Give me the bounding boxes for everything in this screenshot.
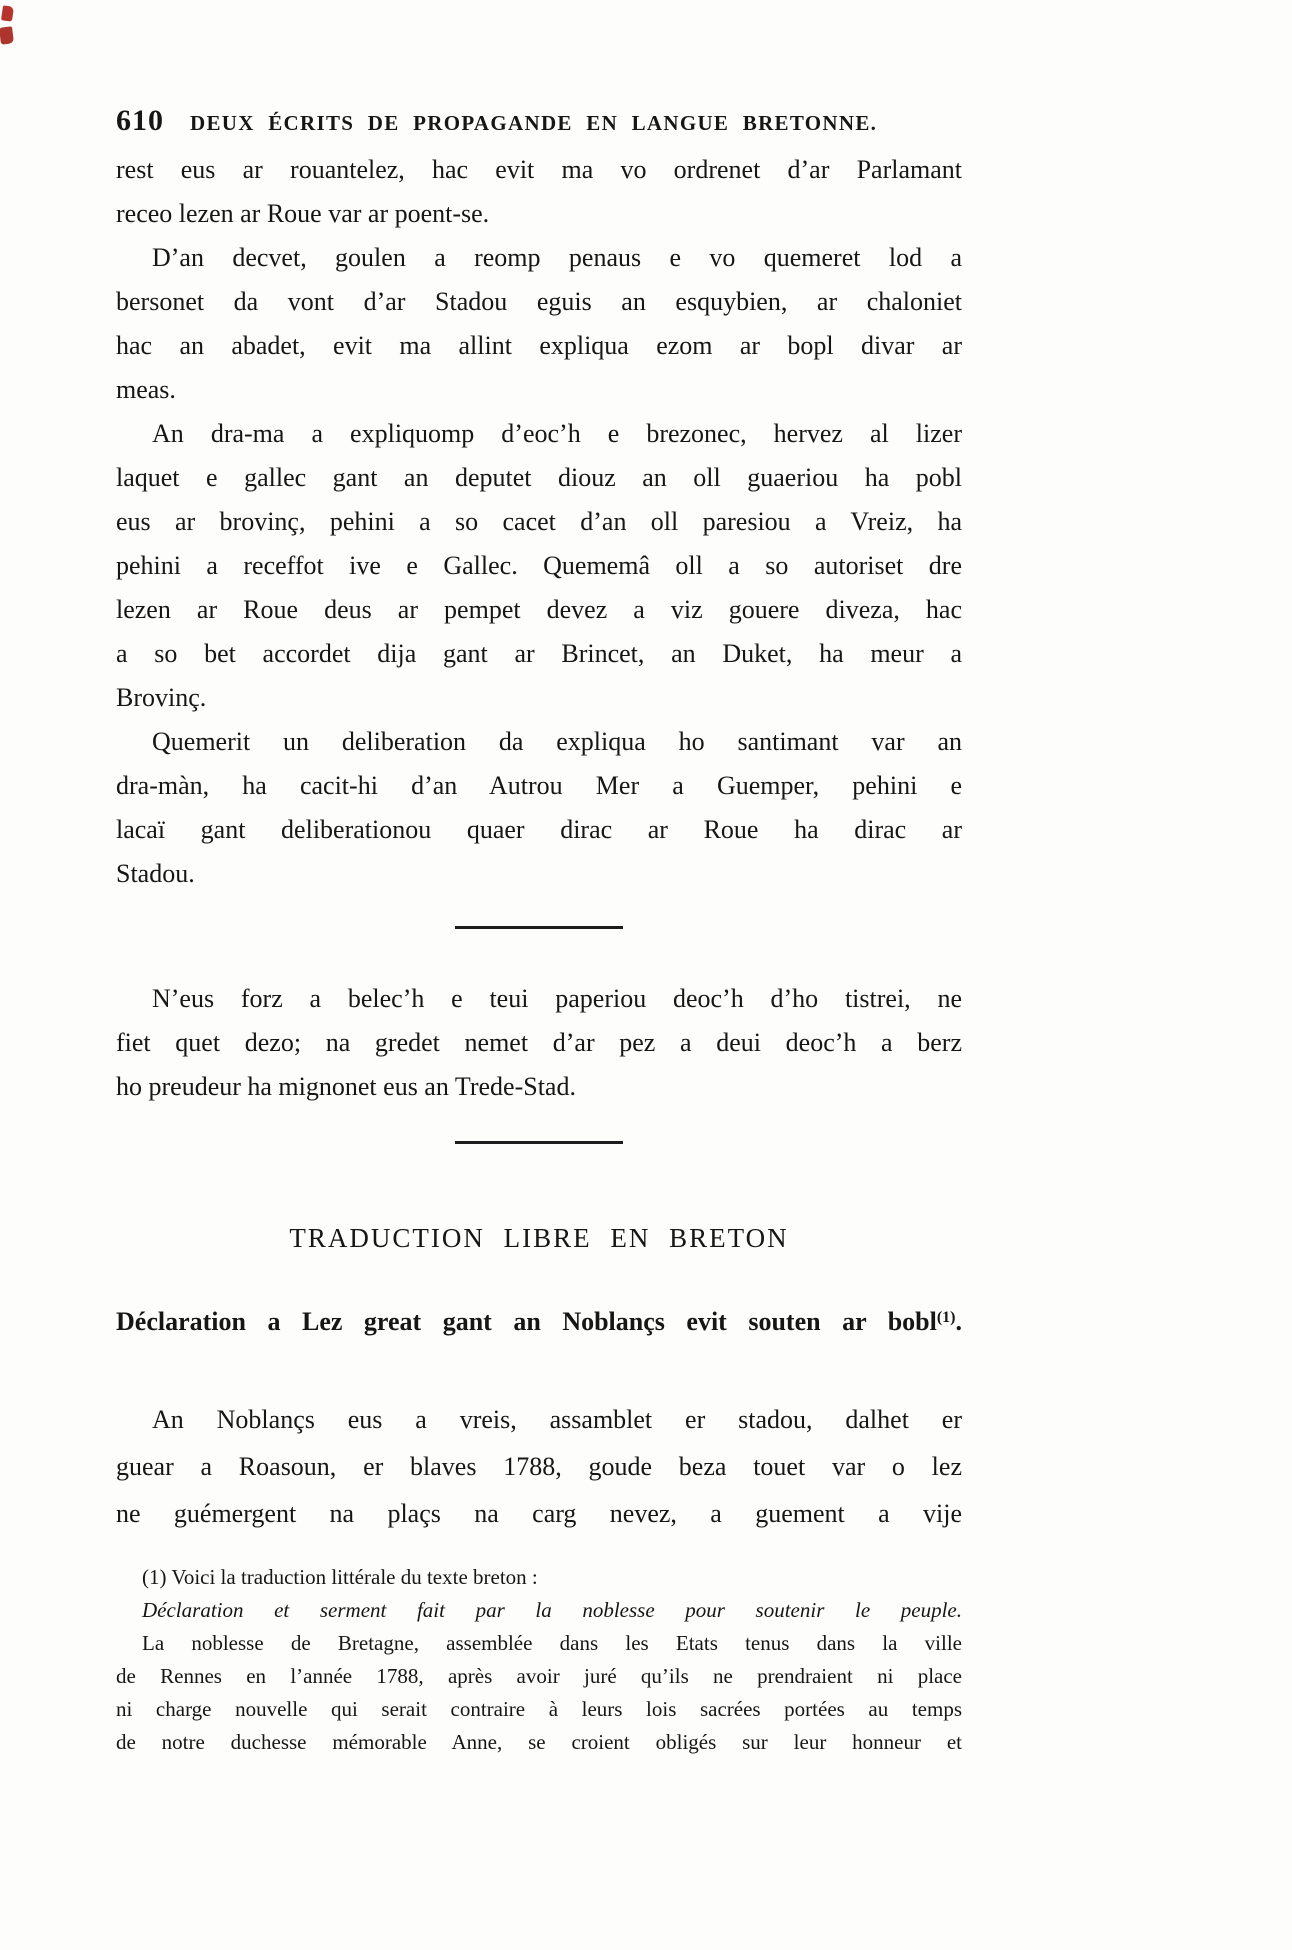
paragraph [116,236,962,412]
text-line: ho preudeur ha mignonet eus an Trede-Stad. [116,1072,576,1101]
text-line: laquet e gallec gant an deputet diouz an oll guaeriou ha pobl [116,463,962,492]
text-line: hac an abadet, evit ma allint expliqua ezom ar bopl divar ar [116,331,962,360]
scan-edge-artifact [1,5,14,21]
declaration-heading [116,1300,962,1348]
text-line: eus ar brovinç, pehini a so cacet d’an oll paresiou a Vreiz, ha [116,507,962,536]
text-line: bersonet da vont d’ar Stadou eguis an esquybien, ar chaloniet [116,287,962,316]
page-content [116,104,962,1759]
text-line: pehini a receffot ive e Gallec. Quememâ oll a so autoriset dre [116,551,962,580]
text-line: An dra-ma a expliquomp d’eoc’h e brezonec, hervez al lizer [152,419,962,448]
footnote-line: de Rennes en l’année 1788, après avoir juré qu’ils ne prendraient ni place [116,1664,962,1688]
running-header [116,104,962,148]
text-line: guear a Roasoun, er blaves 1788, goude beza touet var o lez [116,1452,962,1481]
footnote-line: (1) Voici la traduction littérale du texte breton : [142,1565,538,1589]
page-number: 610 [116,104,164,137]
text-line: Brovinç. [116,683,207,712]
footnote-reference: (1) [936,1309,956,1326]
paragraph [116,977,962,1109]
text-line: meas. [116,375,176,404]
section-heading: TRADUCTION LIBRE EN BRETON [289,1223,789,1253]
footnote-line: de notre duchesse mémorable Anne, se croient obligés sur leur honneur et [116,1730,962,1754]
paragraph [116,412,962,720]
scan-edge-artifact [0,26,14,44]
text-line: lacaï gant deliberationou quaer dirac ar Roue ha dirac ar [116,815,962,844]
footnote-line-italic: Déclaration et serment fait par la noblesse pour soutenir le peuple. [142,1598,962,1622]
text-line: ne guémergent na plaçs na carg nevez, a guement a vije [116,1499,962,1528]
declaration-period: . [955,1307,962,1336]
footnote [116,1561,962,1759]
text-line: receo lezen ar Roue var ar poent-se. [116,199,490,228]
separator-rule [455,926,623,929]
paragraph [116,720,962,896]
paragraph [116,148,962,236]
text-line: fiet quet dezo; na gredet nemet d’ar pez a deui deoc’h a berz [116,1028,962,1057]
running-title: DEUX ÉCRITS DE PROPAGANDE EN LANGUE BRETONNE. [190,111,878,135]
text-line: a so bet accordet dija gant ar Brincet, an Duket, ha meur a [116,639,962,668]
text-line: lezen ar Roue deus ar pempet devez a viz gouere diveza, hac [116,595,962,624]
text-line: dra-màn, ha cacit-hi d’an Autrou Mer a Guemper, pehini e [116,771,962,800]
footnote-line: ni charge nouvelle qui serait contraire à leurs lois sacrées portées au temps [116,1697,962,1721]
text-line: rest eus ar rouantelez, hac evit ma vo ordrenet d’ar Parlamant [116,155,962,184]
separator-rule [455,1141,623,1144]
paragraph [116,1396,962,1537]
text-line: N’eus forz a belec’h e teui paperiou deoc’h d’ho tistrei, ne [152,984,962,1013]
text-line: Stadou. [116,859,195,888]
text-line: D’an decvet, goulen a reomp penaus e vo quemeret lod a [152,243,962,272]
text-line: An Noblançs eus a vreis, assamblet er stadou, dalhet er [152,1405,962,1434]
declaration-text: Déclaration a Lez great gant an Noblançs evit souten ar bobl [116,1307,937,1336]
text-line: Quemerit un deliberation da expliqua ho santimant var an [152,727,962,756]
footnote-line: La noblesse de Bretagne, assemblée dans les Etats tenus dans la ville [142,1631,962,1655]
